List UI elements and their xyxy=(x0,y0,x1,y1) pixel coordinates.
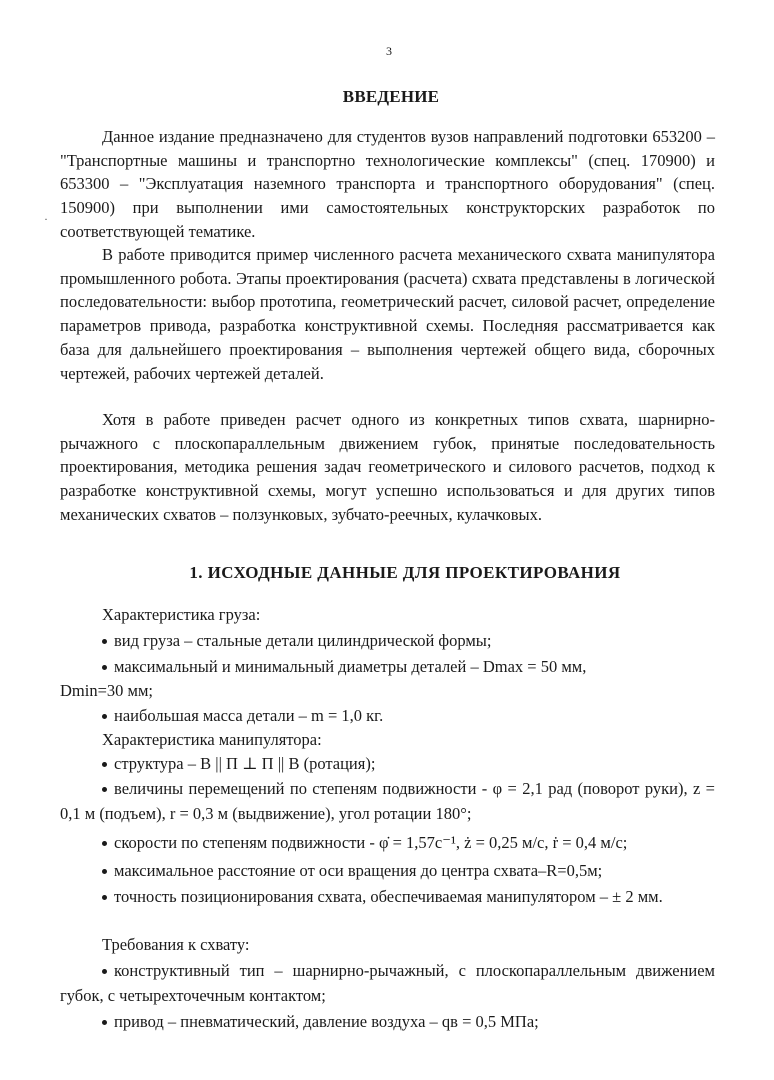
bullet-icon xyxy=(102,895,107,900)
gripper-item-text: конструктивный тип – шарнирно-рычажный, с плоскопараллельным движением губок, с четырехточечным контактом; xyxy=(60,961,715,1005)
paragraph-text: Данное издание предназначено для студентов вузов направлений подготовки 653200 – "Транспортные машины и транспортно технологические комплексы" (спец. 170900) и 653300 – "Эксплуатация наземного транспорта и транспортного оборудования" (спец. 150900) при выполнении ими самостоятельных конструкторских разработок по соответствующей тематике. xyxy=(60,127,715,241)
cargo-item xyxy=(102,629,757,653)
cargo-item-text: вид груза – стальные детали цилиндрической формы; xyxy=(114,631,492,650)
cargo-heading: Характеристика груза: xyxy=(102,605,261,624)
gripper-item xyxy=(102,1010,757,1034)
bullet-icon xyxy=(102,869,107,874)
cargo-item-text: максимальный и минимальный диаметры деталей – Dmax = 50 мм, xyxy=(114,657,587,676)
manipulator-item xyxy=(102,831,757,855)
bullet-icon xyxy=(102,714,107,719)
bullet-icon xyxy=(102,1020,107,1025)
paragraph-text: В работе приводится пример численного расчета механического схвата манипулятора промышленного робота. Этапы проектирования (расчета) схвата представлены в логической последовательности: выбор прототипа, геометрический расчет, силовой расчет, определение параметров привода, разработка конструктивной схемы. Последняя рассматривается как база для дальнейшего проектирования – выполнения чертежей общего вида, сборочных чертежей, рабочих чертежей деталей. xyxy=(60,245,715,383)
gripper-item-text: привод – пневматический, давление воздуха – qв = 0,5 МПа; xyxy=(114,1012,539,1031)
manipulator-item xyxy=(60,776,715,826)
bullet-icon xyxy=(102,969,107,974)
gripper-item xyxy=(60,958,715,1008)
manipulator-item-text: максимальное расстояние от оси вращения до центра схвата–R=0,5м; xyxy=(114,861,603,880)
paragraph-text: Хотя в работе приведен расчет одного из конкретных типов схвата, шарнирно-рычажного с плоскопараллельным движением губок, принятые последовательность проектирования, методика решения задач геометрического и силового расчетов, подход к разработке конструктивной схемы, могут успешно использоваться и для других типов механических схватов – ползунковых, зубчато-реечных, кулачковых. xyxy=(60,410,715,524)
intro-title: ВВЕДЕНИЕ xyxy=(342,87,440,106)
bullet-icon xyxy=(102,639,107,644)
manipulator-item xyxy=(102,752,757,776)
page-number: 3 xyxy=(386,44,392,58)
manipulator-item-text: структура – В || П ⊥ П || В (ротация); xyxy=(114,754,376,773)
cargo-item xyxy=(102,655,757,679)
intro-paragraph-3 xyxy=(60,408,715,527)
cargo-item-text: наибольшая масса детали – m = 1,0 кг. xyxy=(114,706,384,725)
cargo-item xyxy=(102,704,757,728)
intro-paragraph-2 xyxy=(60,243,715,385)
manipulator-item-text: точность позиционирования схвата, обеспечиваемая манипулятором – ± 2 мм. xyxy=(114,887,663,906)
margin-mark: · xyxy=(44,212,48,226)
manipulator-heading: Характеристика манипулятора: xyxy=(102,730,322,749)
section-title: 1. ИСХОДНЫЕ ДАННЫЕ ДЛЯ ПРОЕКТИРОВАНИЯ xyxy=(189,563,621,582)
cargo-item-continued: Dmin=30 мм; xyxy=(60,681,153,700)
gripper-heading: Требования к схвату: xyxy=(102,935,250,954)
bullet-icon xyxy=(102,762,107,767)
manipulator-item-text: скорости по степеням подвижности - φ̇ = 1,57с⁻¹, ż = 0,25 м/с, ṙ = 0,4 м/с; xyxy=(114,833,628,852)
manipulator-item-text: величины перемещений по степеням подвижности - φ = 2,1 рад (поворот руки), z = 0,1 м (подъем), r = 0,3 м (выдвижение), угол ротации 180°; xyxy=(60,779,715,823)
manipulator-item xyxy=(102,859,757,883)
bullet-icon xyxy=(102,665,107,670)
intro-paragraph-1 xyxy=(60,125,715,244)
manipulator-item xyxy=(60,884,715,909)
bullet-icon xyxy=(102,841,107,846)
bullet-icon xyxy=(102,787,107,792)
